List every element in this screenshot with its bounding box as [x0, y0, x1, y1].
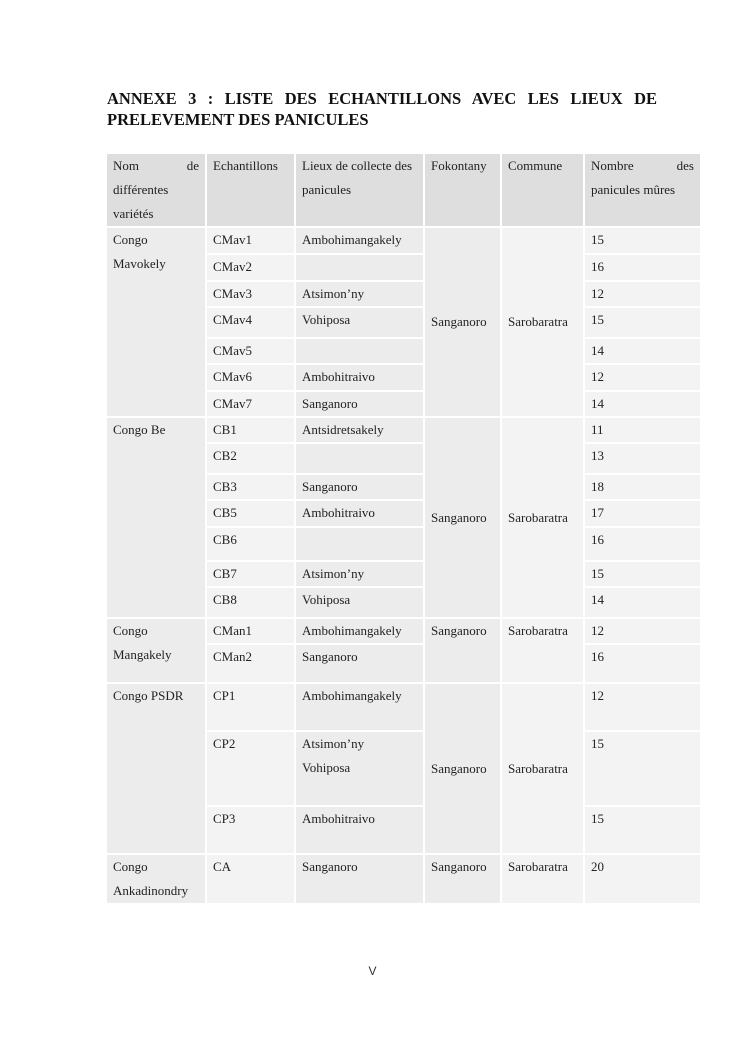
samples-cell	[207, 226, 296, 416]
commune-value: Sarobaratra	[508, 760, 568, 776]
table-group-row	[107, 226, 700, 416]
counts-cell	[585, 416, 700, 617]
counts-value: 15	[591, 566, 604, 581]
samples-value: CMav7	[213, 396, 252, 411]
samples-value: CB3	[213, 479, 237, 494]
header-place-line1: Lieux de collecte des	[302, 158, 413, 173]
header-place-line2: panicules	[302, 182, 352, 197]
fokontany-value: Sanganoro	[431, 509, 487, 525]
page-title: ANNEXE 3 : LISTE DES ECHANTILLONS AVEC LES LIEUX DE PRELEVEMENT DES PANICULES	[107, 89, 657, 129]
places-value-extra: Vohiposa	[302, 760, 351, 775]
counts-cell	[585, 853, 700, 903]
counts-value: 18	[591, 479, 604, 494]
variety-name: Mangakely	[113, 647, 172, 662]
commune-cell	[502, 617, 585, 682]
counts-value: 15	[591, 811, 604, 826]
counts-value: 12	[591, 623, 604, 638]
variety-name: Congo	[113, 232, 148, 247]
samples-value: CB1	[213, 422, 237, 437]
header-samples-label: Echantillons	[213, 158, 278, 173]
header-commune	[502, 154, 585, 226]
places-value: Vohiposa	[302, 592, 351, 607]
samples-value: CB2	[213, 448, 237, 463]
samples-value: CB6	[213, 532, 237, 547]
samples-value: CMav2	[213, 259, 252, 274]
places-value: Vohiposa	[302, 312, 351, 327]
places-value: Sanganoro	[302, 396, 358, 411]
samples-table	[107, 154, 700, 903]
places-cell	[296, 853, 425, 903]
samples-value: CP2	[213, 736, 236, 751]
samples-cell	[207, 682, 296, 853]
counts-value: 15	[591, 736, 604, 751]
header-variety-word2: de	[186, 158, 199, 173]
variety-name: Congo Be	[113, 422, 166, 437]
places-value: Ambohitraivo	[302, 369, 375, 384]
variety-cell	[107, 617, 207, 682]
fokontany-value: Sanganoro	[431, 623, 487, 638]
places-cell	[296, 682, 425, 853]
counts-value: 14	[591, 396, 604, 411]
places-value: Sanganoro	[302, 859, 358, 874]
places-value: Antsidretsakely	[302, 422, 384, 437]
counts-value: 11	[591, 422, 604, 437]
samples-value: CMav1	[213, 232, 252, 247]
header-count-word2: des	[676, 158, 694, 173]
places-cell	[296, 416, 425, 617]
counts-value: 16	[591, 532, 604, 547]
variety-name: Congo	[113, 623, 148, 638]
counts-cell	[585, 617, 700, 682]
header-count	[585, 154, 700, 226]
places-value: Ambohitraivo	[302, 811, 375, 826]
counts-value: 15	[591, 312, 604, 327]
counts-value: 12	[591, 286, 604, 301]
counts-value: 12	[591, 369, 604, 384]
counts-cell	[585, 682, 700, 853]
samples-value: CP1	[213, 688, 236, 703]
samples-value: CMav3	[213, 286, 252, 301]
header-count-line2: panicules mûres	[591, 182, 676, 197]
places-value: Ambohimangakely	[302, 623, 402, 638]
header-fokontany-label: Fokontany	[431, 158, 487, 173]
table-group-row	[107, 617, 700, 682]
counts-value: 16	[591, 259, 604, 274]
header-variety-word1: Nom	[113, 158, 139, 173]
commune-cell	[502, 682, 585, 853]
places-value: Atsimon’ny	[302, 286, 365, 301]
samples-value: CMan1	[213, 623, 252, 638]
commune-value: Sarobaratra	[508, 509, 568, 525]
commune-value: Sarobaratra	[508, 859, 568, 874]
fokontany-value: Sanganoro	[431, 859, 487, 874]
fokontany-cell	[425, 617, 502, 682]
header-count-word1: Nombre	[591, 158, 634, 173]
commune-cell	[502, 853, 585, 903]
places-value: Atsimon’ny	[302, 566, 365, 581]
samples-value: CB7	[213, 566, 237, 581]
header-variety-line3: variétés	[113, 206, 154, 221]
header-commune-label: Commune	[508, 158, 563, 173]
counts-value: 14	[591, 343, 604, 358]
counts-value: 16	[591, 649, 604, 664]
places-cell	[296, 226, 425, 416]
commune-cell	[502, 226, 585, 416]
variety-cell	[107, 682, 207, 853]
counts-value: 13	[591, 448, 604, 463]
samples-value: CMav4	[213, 312, 252, 327]
table-header-row	[107, 154, 700, 226]
variety-name: Congo	[113, 859, 148, 874]
commune-value: Sarobaratra	[508, 623, 568, 638]
header-variety-line2: différentes	[113, 182, 169, 197]
variety-name: Congo PSDR	[113, 688, 184, 703]
variety-name: Ankadinondry	[113, 883, 189, 898]
places-value: Sanganoro	[302, 649, 358, 664]
page-number: V	[368, 964, 377, 978]
samples-value: CA	[213, 859, 232, 874]
samples-value: CB8	[213, 592, 237, 607]
header-variety	[107, 154, 207, 226]
samples-cell	[207, 853, 296, 903]
table-body	[107, 226, 700, 903]
header-fokontany	[425, 154, 502, 226]
samples-value: CMav5	[213, 343, 252, 358]
fokontany-value: Sanganoro	[431, 760, 487, 776]
fokontany-cell	[425, 682, 502, 853]
table-group-row	[107, 853, 700, 903]
counts-value: 17	[591, 505, 604, 520]
variety-cell	[107, 226, 207, 416]
counts-cell	[585, 226, 700, 416]
samples-value: CMan2	[213, 649, 252, 664]
commune-value: Sarobaratra	[508, 314, 568, 329]
header-samples	[207, 154, 296, 226]
places-value: Atsimon’ny	[302, 736, 365, 751]
counts-value: 14	[591, 592, 604, 607]
fokontany-cell	[425, 853, 502, 903]
places-value: Ambohimangakely	[302, 688, 402, 703]
fokontany-cell	[425, 416, 502, 617]
fokontany-cell	[425, 226, 502, 416]
variety-cell	[107, 853, 207, 903]
variety-cell	[107, 416, 207, 617]
counts-value: 15	[591, 232, 604, 247]
fokontany-value: Sanganoro	[431, 314, 487, 329]
header-place	[296, 154, 425, 226]
variety-name: Mavokely	[113, 256, 166, 271]
table-group-row	[107, 416, 700, 617]
table-group-row	[107, 682, 700, 853]
commune-cell	[502, 416, 585, 617]
places-cell	[296, 617, 425, 682]
places-value: Ambohitraivo	[302, 505, 375, 520]
samples-cell	[207, 416, 296, 617]
places-value: Sanganoro	[302, 479, 358, 494]
counts-value: 12	[591, 688, 604, 703]
counts-value: 20	[591, 859, 604, 874]
samples-cell	[207, 617, 296, 682]
places-value: Ambohimangakely	[302, 232, 402, 247]
samples-value: CB5	[213, 505, 237, 520]
samples-value: CMav6	[213, 369, 252, 384]
samples-value: CP3	[213, 811, 236, 826]
